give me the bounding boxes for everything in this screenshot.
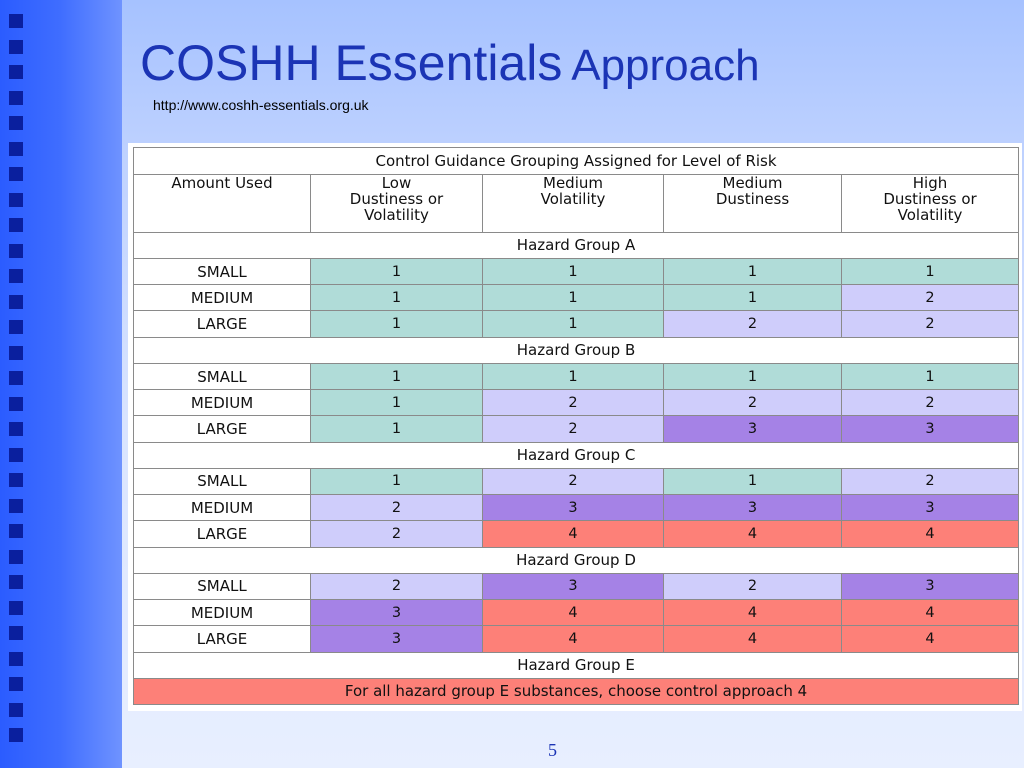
control-approach-cell: 4 <box>842 626 1019 652</box>
header-line: Low <box>381 174 412 193</box>
control-approach-cell: 2 <box>842 390 1019 416</box>
header-line: Medium <box>722 174 783 193</box>
control-approach-cell: 2 <box>311 573 483 599</box>
control-approach-cell: 1 <box>311 363 483 389</box>
header-amount-used: Amount Used <box>134 175 311 233</box>
header-line: Volatility <box>540 190 606 209</box>
square-bullet <box>9 448 23 462</box>
control-approach-cell: 1 <box>842 258 1019 284</box>
table-row <box>134 285 1019 311</box>
control-approach-cell: 3 <box>842 573 1019 599</box>
header-line: Dustiness or <box>349 190 444 209</box>
slide-title-suffix: Approach <box>571 41 760 90</box>
header-line: Medium <box>543 174 603 193</box>
control-approach-cell: 2 <box>483 468 664 494</box>
control-approach-cell: 1 <box>483 363 664 389</box>
square-bullet <box>9 320 23 334</box>
square-bullet <box>9 218 23 232</box>
table-row <box>134 416 1019 442</box>
table-row <box>134 311 1019 337</box>
control-approach-cell: 4 <box>483 626 664 652</box>
header-line: Volatility <box>897 206 963 225</box>
square-bullet <box>9 346 23 360</box>
square-bullet <box>9 91 23 105</box>
square-bullet <box>9 371 23 385</box>
page-number: 5 <box>548 740 557 760</box>
square-bullet <box>9 499 23 513</box>
control-guidance-table <box>133 147 1019 705</box>
control-approach-cell: 1 <box>483 285 664 311</box>
amount-used-cell: SMALL <box>134 468 311 494</box>
control-approach-cell: 1 <box>311 416 483 442</box>
control-approach-cell: 2 <box>311 495 483 521</box>
square-bullet-column <box>9 14 23 742</box>
control-approach-cell: 1 <box>311 258 483 284</box>
control-approach-cell: 2 <box>842 311 1019 337</box>
table-row <box>134 495 1019 521</box>
control-approach-cell: 2 <box>664 311 842 337</box>
amount-used-cell: MEDIUM <box>134 285 311 311</box>
control-approach-cell: 1 <box>664 285 842 311</box>
square-bullet <box>9 550 23 564</box>
header-medium-volatility <box>483 175 664 233</box>
amount-used-cell: LARGE <box>134 626 311 652</box>
table-row <box>134 521 1019 547</box>
square-bullet <box>9 422 23 436</box>
control-approach-cell: 3 <box>311 600 483 626</box>
header-line: High <box>912 174 948 193</box>
square-bullet <box>9 65 23 79</box>
header-medium-dustiness <box>664 175 842 233</box>
control-approach-cell: 3 <box>664 495 842 521</box>
square-bullet <box>9 728 23 742</box>
control-approach-cell: 1 <box>842 363 1019 389</box>
square-bullet <box>9 626 23 640</box>
source-url: http://www.coshh-essentials.org.uk <box>153 97 369 113</box>
square-bullet <box>9 575 23 589</box>
control-approach-cell: 1 <box>483 258 664 284</box>
table-frame <box>128 143 1022 711</box>
header-line: Dustiness <box>715 190 790 209</box>
amount-used-cell: MEDIUM <box>134 390 311 416</box>
table-row <box>134 258 1019 284</box>
control-approach-cell: 4 <box>664 521 842 547</box>
left-decorative-bar <box>0 0 122 768</box>
control-approach-cell: 1 <box>311 311 483 337</box>
square-bullet <box>9 167 23 181</box>
control-approach-cell: 4 <box>842 600 1019 626</box>
table-row <box>134 390 1019 416</box>
hazard-group-title: Hazard Group B <box>134 337 1019 363</box>
amount-used-cell: SMALL <box>134 573 311 599</box>
control-approach-cell: 2 <box>311 521 483 547</box>
table-row <box>134 573 1019 599</box>
amount-used-cell: MEDIUM <box>134 495 311 521</box>
square-bullet <box>9 269 23 283</box>
control-approach-cell: 4 <box>483 521 664 547</box>
hazard-group-title: Hazard Group C <box>134 442 1019 468</box>
control-approach-cell: 2 <box>842 285 1019 311</box>
slide-title-main: COSHH Essentials <box>140 35 563 91</box>
control-approach-cell: 3 <box>842 495 1019 521</box>
control-approach-cell: 2 <box>483 390 664 416</box>
square-bullet <box>9 142 23 156</box>
header-high-dustiness-volatility <box>842 175 1019 233</box>
header-line: Volatility <box>364 206 429 225</box>
square-bullet <box>9 677 23 691</box>
square-bullet <box>9 40 23 54</box>
square-bullet <box>9 116 23 130</box>
amount-used-cell: SMALL <box>134 363 311 389</box>
square-bullet <box>9 601 23 615</box>
control-approach-cell: 2 <box>664 573 842 599</box>
table-caption: Control Guidance Grouping Assigned for Level of Risk <box>134 148 1019 175</box>
table-row <box>134 626 1019 652</box>
control-approach-cell: 1 <box>483 311 664 337</box>
amount-used-cell: MEDIUM <box>134 600 311 626</box>
table-row <box>134 600 1019 626</box>
slide-title <box>140 34 760 92</box>
square-bullet <box>9 295 23 309</box>
control-approach-cell: 1 <box>311 285 483 311</box>
control-approach-cell: 3 <box>483 495 664 521</box>
square-bullet <box>9 473 23 487</box>
hazard-group-title: Hazard Group D <box>134 547 1019 573</box>
amount-used-cell: LARGE <box>134 311 311 337</box>
control-approach-cell: 1 <box>311 468 483 494</box>
hazard-group-title: Hazard Group E <box>134 652 1019 678</box>
control-approach-cell: 3 <box>483 573 664 599</box>
header-line: Dustiness or <box>883 190 977 209</box>
amount-used-cell: LARGE <box>134 416 311 442</box>
square-bullet <box>9 14 23 28</box>
control-approach-cell: 4 <box>842 521 1019 547</box>
control-approach-cell: 3 <box>311 626 483 652</box>
control-approach-cell: 2 <box>664 390 842 416</box>
control-approach-cell: 3 <box>842 416 1019 442</box>
square-bullet <box>9 397 23 411</box>
control-approach-cell: 4 <box>664 600 842 626</box>
square-bullet <box>9 652 23 666</box>
header-low-dustiness-volatility <box>311 175 483 233</box>
control-approach-cell: 3 <box>664 416 842 442</box>
control-approach-cell: 1 <box>664 258 842 284</box>
control-approach-cell: 1 <box>664 363 842 389</box>
square-bullet <box>9 524 23 538</box>
control-approach-cell: 1 <box>664 468 842 494</box>
square-bullet <box>9 244 23 258</box>
group-e-note: For all hazard group E substances, choose control approach 4 <box>134 678 1019 704</box>
control-approach-cell: 1 <box>311 390 483 416</box>
hazard-group-title: Hazard Group A <box>134 232 1019 258</box>
square-bullet <box>9 193 23 207</box>
table-row <box>134 468 1019 494</box>
control-approach-cell: 2 <box>483 416 664 442</box>
amount-used-cell: SMALL <box>134 258 311 284</box>
control-approach-cell: 2 <box>842 468 1019 494</box>
control-approach-cell: 4 <box>483 600 664 626</box>
amount-used-cell: LARGE <box>134 521 311 547</box>
control-approach-cell: 4 <box>664 626 842 652</box>
square-bullet <box>9 703 23 717</box>
table-row <box>134 363 1019 389</box>
